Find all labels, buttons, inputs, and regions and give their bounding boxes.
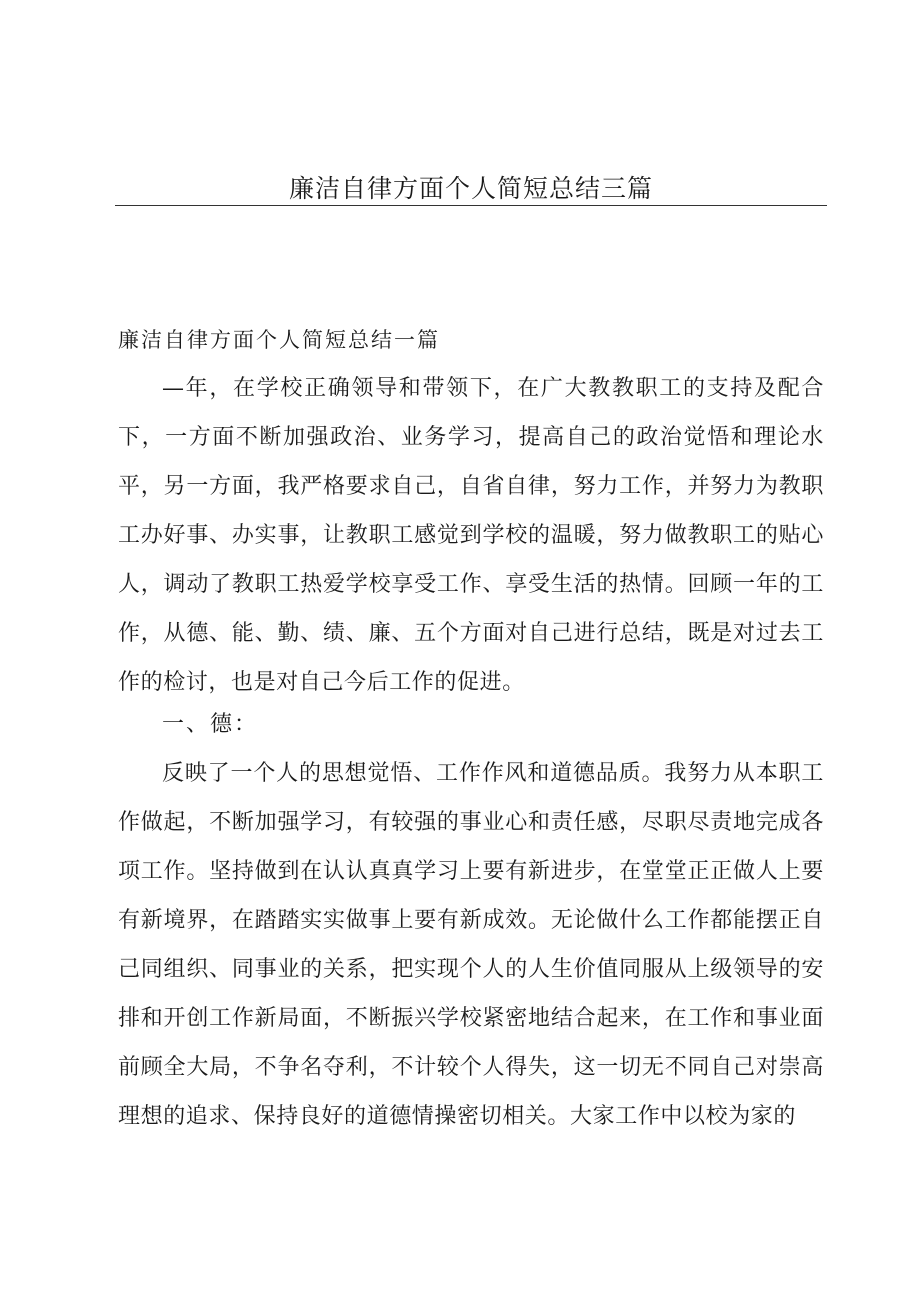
section-heading: 廉洁自律方面个人简短总结一篇 bbox=[118, 328, 440, 352]
document-title: 廉洁自律方面个人简短总结三篇 bbox=[288, 174, 653, 203]
paragraph-virtue: 反映了一个人的思想觉悟、工作作风和道德品质。我努力从本职工作做起，不断加强学习，有较强的事业心和责任感，尽职尽责地完成各项工作。坚持做到在认认真真学习上要有新进步，在堂堂正正做人上要有新境界，在踏踏实实做事上要有新成效。无论做什么工作都能摆正自己同组织、同事业的关系，把实现个人的人生价值同服从上级领导的安排和开创工作新局面，不断振兴学校紧密地结合起来，在工作和事业面前顾全大局，不争名夺利，不计较个人得失，这一切无不同自己对崇高理想的追求、保持良好的道德情操密切相关。大家工作中以校为家的 bbox=[118, 761, 824, 1129]
sub-heading-virtue: 一、德： bbox=[162, 712, 259, 737]
paragraph-intro: —年，在学校正确领导和带领下，在广大教教职工的支持及配合下，一方面不断加强政治、业务学习，提高自己的政治觉悟和理论水平，另一方面，我严格要求自己，自省自律，努力工作，并努力为教职工办好事、办实事，让教职工感觉到学校的温暖，努力做教职工的贴心人，调动了教职工热爱学校享受工作、享受生活的热情。回顾一年的工作，从德、能、勤、绩、廉、五个方面对自己进行总结，既是对过去工作的检讨，也是对自己今后工作的促进。 bbox=[118, 376, 824, 695]
title-underline bbox=[115, 205, 827, 206]
